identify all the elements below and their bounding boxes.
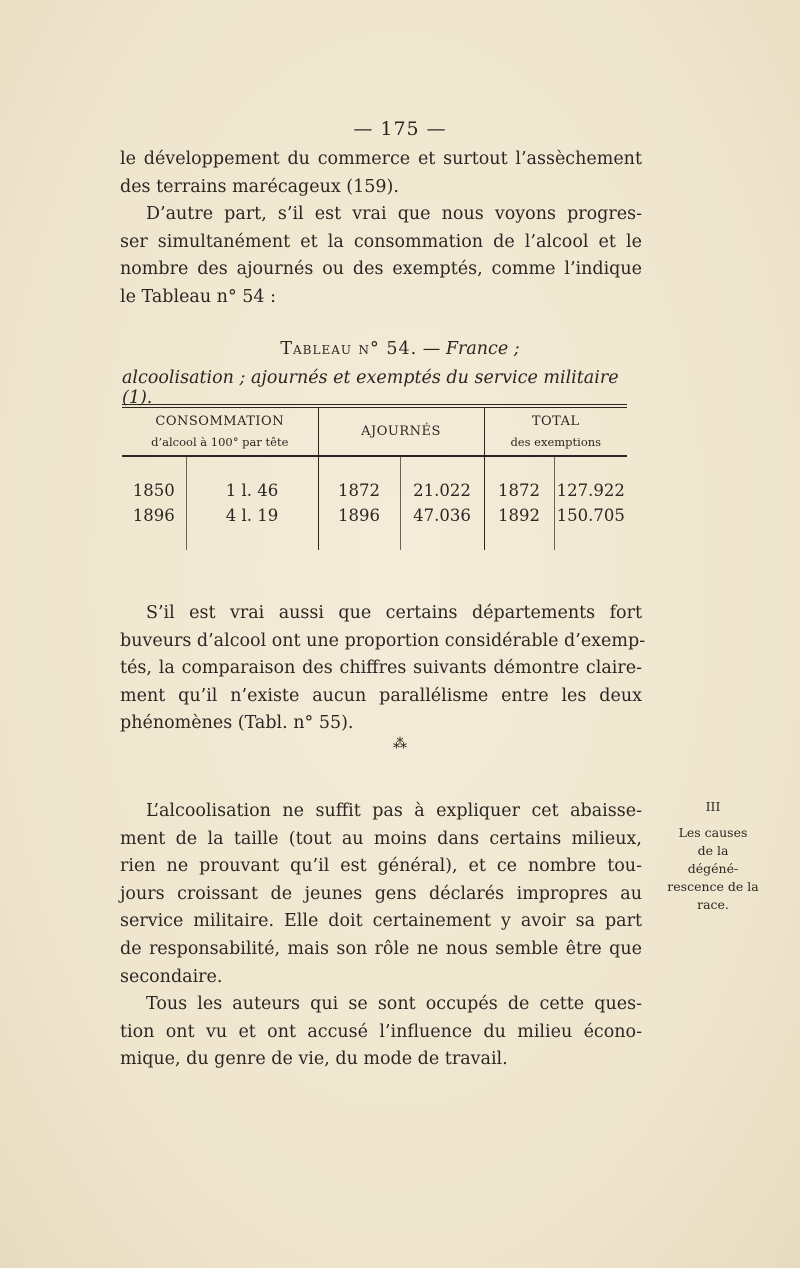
asterism: ⁂ — [393, 736, 407, 752]
table-subtitle: alcoolisation ; ajournés et exemptés du service militaire (1). — [122, 368, 619, 408]
cell-total-year: 1872 — [484, 456, 554, 506]
table-row — [122, 456, 627, 506]
cell-total-value: 150.705 — [554, 506, 627, 550]
table-label: Tableau n° 54. — [280, 339, 418, 359]
statistics-table — [122, 404, 627, 550]
text-line: tés, la comparaison des chiffres suivants démontre claire- — [120, 658, 642, 679]
cell-ajournes-value: 21.022 — [400, 456, 484, 506]
text-line: ment de la taille (tout au moins dans certains milieux, — [120, 828, 642, 849]
text-line: tion ont vu et ont accusé l’influence du milieu écono- — [120, 1021, 642, 1042]
margin-note — [648, 798, 778, 914]
cell-ajournes-year: 1896 — [318, 506, 400, 550]
header-total-label: TOTAL — [531, 414, 580, 429]
text-line: ment qu’il n’existe aucun parallélisme entre les deux — [120, 685, 642, 706]
text-line: rien ne prouvant qu’il est général), et ce nombre tou- — [120, 856, 642, 877]
header-total — [484, 406, 627, 456]
text-line: S’il est vrai aussi que certains départements fort — [146, 603, 642, 623]
header-consommation-sub: d’alcool à 100° par tête — [151, 435, 289, 449]
table-title-dash: — — [417, 339, 446, 359]
text-line: phénomènes (Tabl. n° 55). — [120, 713, 354, 734]
header-consommation-label: CONSOMMATION — [155, 414, 285, 429]
cell-consommation: 1 l. 46 — [186, 456, 318, 506]
text-line: des terrains marécageux (159). — [120, 176, 399, 197]
text-line: secondaire. — [120, 966, 223, 987]
text-line: le développement du commerce et surtout l’assèchement — [120, 149, 642, 169]
text-line: service militaire. Elle doit certainement y avoir sa part — [120, 911, 642, 932]
margin-note-line: de la — [697, 843, 729, 858]
paragraph-alcoolisation — [120, 798, 642, 991]
header-total-sub: des exemptions — [510, 435, 602, 449]
text-line: D’autre part, s’il est vrai que nous voyons progres- — [146, 204, 642, 224]
text-line: de responsabilité, mais son rôle ne nous semble être que — [120, 938, 642, 959]
paragraph-progression — [120, 201, 642, 311]
text-line: jours croissant de jeunes gens déclarés impropres au — [120, 883, 642, 904]
margin-note-line: race. — [697, 897, 729, 912]
text-line: mique, du genre de vie, du mode de travail. — [120, 1049, 508, 1070]
header-consommation — [122, 406, 318, 456]
margin-note-line: rescence de la — [667, 879, 759, 894]
table-title — [0, 339, 800, 359]
text-line: buveurs d’alcool ont une proportion considérable d’exemp- — [120, 630, 646, 651]
cell-total-year: 1892 — [484, 506, 554, 550]
paragraph-auteurs — [120, 991, 642, 1074]
text-line: nombre des ajournés ou des exemptés, comme l’indique — [120, 259, 642, 280]
page-number: — 175 — — [353, 118, 447, 140]
cell-consommation: 4 l. 19 — [186, 506, 318, 550]
cell-total-value: 127.922 — [554, 456, 627, 506]
margin-note-line: Les causes — [678, 825, 748, 840]
margin-note-line: dégéné- — [687, 861, 739, 876]
table-row — [122, 506, 627, 550]
cell-ajournes-value: 47.036 — [400, 506, 484, 550]
header-ajournes-label: AJOURNÉS — [361, 424, 441, 439]
text-line: L’alcoolisation ne suffit pas à expliquer cet abaisse- — [146, 801, 642, 821]
cell-year: 1850 — [132, 481, 175, 500]
header-ajournes — [318, 406, 484, 456]
cell-year: 1896 — [132, 506, 175, 525]
cell-ajournes-year: 1872 — [318, 456, 400, 506]
table-country: France ; — [445, 339, 520, 359]
text-line: ser simultanément et la consommation de l’alcool et le — [120, 231, 642, 252]
paragraph-commerce — [120, 146, 642, 201]
text-line: Tous les auteurs qui se sont occupés de cette ques- — [146, 994, 642, 1014]
margin-note-numeral: III — [705, 799, 721, 814]
text-line: le Tableau n° 54 : — [120, 286, 276, 307]
paragraph-departements — [120, 600, 646, 738]
